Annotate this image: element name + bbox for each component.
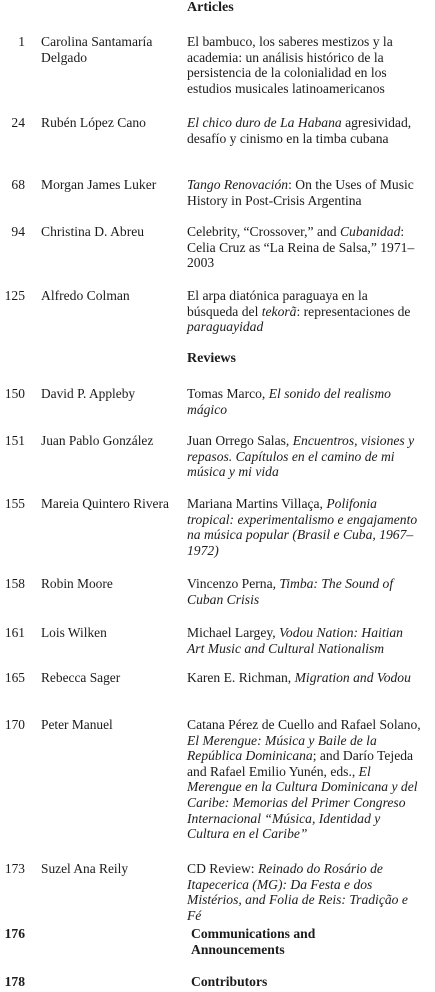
author-name: Alfredo Colman bbox=[41, 288, 130, 303]
entry-title bbox=[187, 288, 422, 335]
page-number: 68 bbox=[11, 177, 25, 192]
page-number: 24 bbox=[11, 115, 25, 130]
title-italic-part: tekorã bbox=[261, 303, 297, 319]
articles-heading: Articles bbox=[187, 0, 234, 15]
page-number: 125 bbox=[4, 288, 25, 303]
author-name: Morgan James Luker bbox=[41, 177, 157, 192]
title-italic-part: Reinado do Rosário de Itapecerica (MG): Da Festa e dos Mistérios, and Folia de Reis: Tradição e Fé bbox=[187, 861, 408, 923]
reviews-heading: Reviews bbox=[187, 351, 236, 366]
page-number: 170 bbox=[4, 717, 25, 732]
title-italic-part: El Merengue en la Cultura Dominicana y del Caribe: Memorias del Primer Congreso Internacional “Música, Identidad y Cultura en el Caribe” bbox=[187, 763, 418, 842]
title-part: Karen E. Richman, bbox=[187, 670, 295, 685]
entry-title bbox=[187, 625, 422, 656]
title-part: : Celia Cruz as “La Reina de Salsa,” 1971–2003 bbox=[187, 224, 415, 271]
author-name: Rubén López Cano bbox=[41, 115, 146, 130]
page-number: 178 bbox=[4, 974, 25, 989]
back-matter-title: Contributors bbox=[191, 974, 268, 989]
title-part: Vincenzo Perna, bbox=[187, 576, 280, 591]
page-number: 173 bbox=[4, 861, 25, 876]
title-part: Michael Largey, bbox=[187, 625, 280, 640]
page-number: 151 bbox=[4, 433, 25, 448]
page-number: 1 bbox=[18, 34, 25, 49]
author-name: Juan Pablo González bbox=[41, 433, 154, 448]
entry-title bbox=[187, 576, 422, 607]
entry-title bbox=[187, 861, 422, 923]
title-part: : On the Uses of Music History in Post-Crisis Argentina bbox=[187, 177, 414, 208]
entry-title bbox=[187, 386, 422, 417]
title-part: Juan Orrego Salas, bbox=[187, 433, 293, 448]
author-name: Peter Manuel bbox=[41, 717, 113, 732]
title-italic-part: Vodou Nation: Haitian Art Music and Cultural Nationalism bbox=[187, 625, 403, 656]
entry-title bbox=[187, 717, 422, 842]
title-part: El arpa diatónica paraguaya en la búsqueda del bbox=[187, 288, 368, 319]
title-italic-part: Polifonia tropical: experimentalismo e engajamento na música popular (Brasil e Cuba, 1967–1972) bbox=[187, 496, 418, 558]
title-part: Celebrity, “Crossover,” and bbox=[187, 224, 340, 239]
entry-title bbox=[187, 433, 422, 480]
title-part: El bambuco, los saberes mestizos y la academia: un análisis histórico de la persistencia de la colonialidad en los estudios musicales latinoamericanos bbox=[187, 34, 393, 96]
page-number: 155 bbox=[4, 496, 25, 511]
page-number: 150 bbox=[4, 386, 25, 401]
title-part: Mariana Martins Villaça, bbox=[187, 496, 327, 511]
title-italic-part: paraguayidad bbox=[187, 319, 264, 335]
title-part: agresividad, desafío y cinismo en la timba cubana bbox=[187, 115, 412, 146]
title-italic-part: Timba: The Sound of Cuban Crisis bbox=[187, 576, 394, 607]
title-part: ; and Darío Tejeda and Rafael Emilio Yunén, eds., bbox=[187, 748, 414, 779]
author-name: Rebecca Sager bbox=[41, 670, 121, 685]
entry-title bbox=[187, 224, 422, 271]
entry-title bbox=[187, 34, 422, 96]
author-name: David P. Appleby bbox=[41, 386, 136, 401]
title-italic-part: Encuentros, visiones y repasos. Capítulos en el camino de mi música y mi vida bbox=[187, 433, 415, 480]
entry-title bbox=[187, 177, 422, 208]
title-part: : representaciones de bbox=[296, 303, 411, 319]
author-name: Lois Wilken bbox=[41, 625, 107, 640]
title-part: Tomas Marco, bbox=[187, 386, 269, 401]
title-italic-part: Migration and Vodou bbox=[294, 670, 411, 685]
page-number: 161 bbox=[4, 625, 25, 640]
author-name: Mareia Quintero Rivera bbox=[41, 496, 169, 511]
page-number: 165 bbox=[4, 670, 25, 685]
title-part: CD Review: bbox=[187, 861, 258, 876]
title-italic-part: El chico duro de La Habana bbox=[187, 115, 342, 130]
page-number: 158 bbox=[4, 576, 25, 591]
title-italic-part: Tango Renovación bbox=[187, 177, 289, 192]
title-italic-part: El sonido del realismo mágico bbox=[187, 386, 391, 417]
author-name: Robin Moore bbox=[41, 576, 113, 591]
title-italic-part: Cubanidad bbox=[339, 224, 401, 239]
author-name: Carolina Santamaría Delgado bbox=[41, 34, 153, 65]
page-number: 94 bbox=[11, 224, 25, 239]
title-italic-part: El Merengue: Música y Baile de la República Dominicana bbox=[187, 732, 377, 764]
author-name: Suzel Ana Reily bbox=[41, 861, 129, 876]
entry-title bbox=[187, 670, 422, 686]
title-part: Catana Pérez de Cuello and Rafael Solano, bbox=[187, 717, 421, 732]
entry-title bbox=[187, 115, 422, 146]
entry-title bbox=[187, 496, 422, 558]
back-matter-title: Communications and Announcements bbox=[191, 926, 316, 957]
page-number: 176 bbox=[4, 926, 25, 941]
author-name: Christina D. Abreu bbox=[41, 224, 145, 239]
